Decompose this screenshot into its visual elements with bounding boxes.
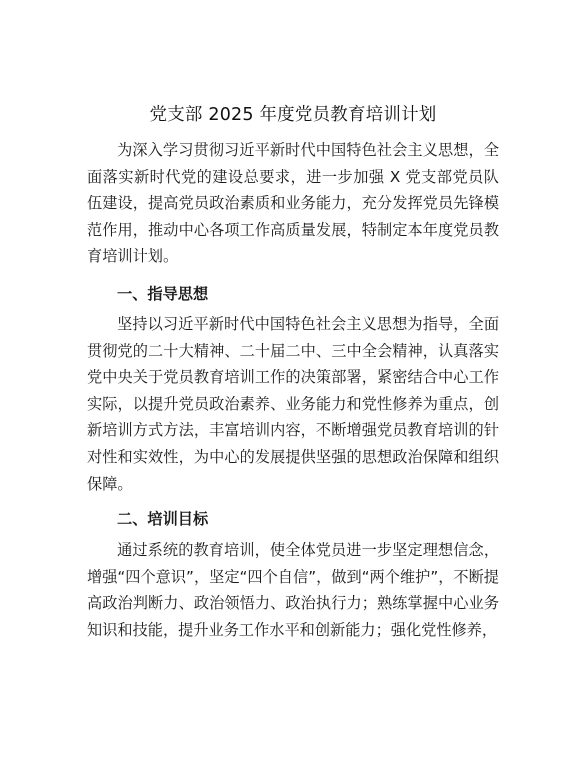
document-title: 党支部 2025 年度党员教育培训计划 bbox=[149, 105, 437, 125]
section1-text: 坚持以习近平新时代中国特色社会主义思想为指导，全面贯彻党的二十大精神、二十届二中、三中全会精神，认真落实党中央关于党员教育培训工作的决策部署，紧密结合中心工作实际，以提升党员政治素养、业务能力和党性修养为重点，创新培训方式方法，丰富培训内容，不断增强党员教育培训的针对性和实效性，为中心的发展提供坚强的思想政治保障和组织保障。 bbox=[87, 315, 499, 493]
section-heading-guiding-ideology: 一、指导思想 bbox=[117, 285, 209, 303]
section2-text: 通过系统的教育培训，使全体党员进一步坚定理想信念，增强“四个意识”，坚定“四个自信”，做到“两个维护”，不断提高政治判断力、政治领悟力、政治执行力；熟练掌握中心业务知识和技能，提升业务工作水平和创新能力；强化党性修养， bbox=[87, 541, 499, 639]
intro-text: 为深入学习贯彻习近平新时代中国特色社会主义思想，全面落实新时代党的建设总要求，进一步加强 X 党支部党员队伍建设，提高党员政治素质和业务能力，充分发挥党员先锋模范作用，推动中心各项工作高质量发展，特制定本年度党员教育培训计划。 bbox=[87, 141, 499, 266]
section-body-guiding-ideology bbox=[87, 311, 499, 497]
intro-paragraph bbox=[87, 137, 499, 270]
section-body-training-goals bbox=[87, 537, 499, 643]
section-heading-training-goals: 二、培训目标 bbox=[117, 510, 209, 528]
